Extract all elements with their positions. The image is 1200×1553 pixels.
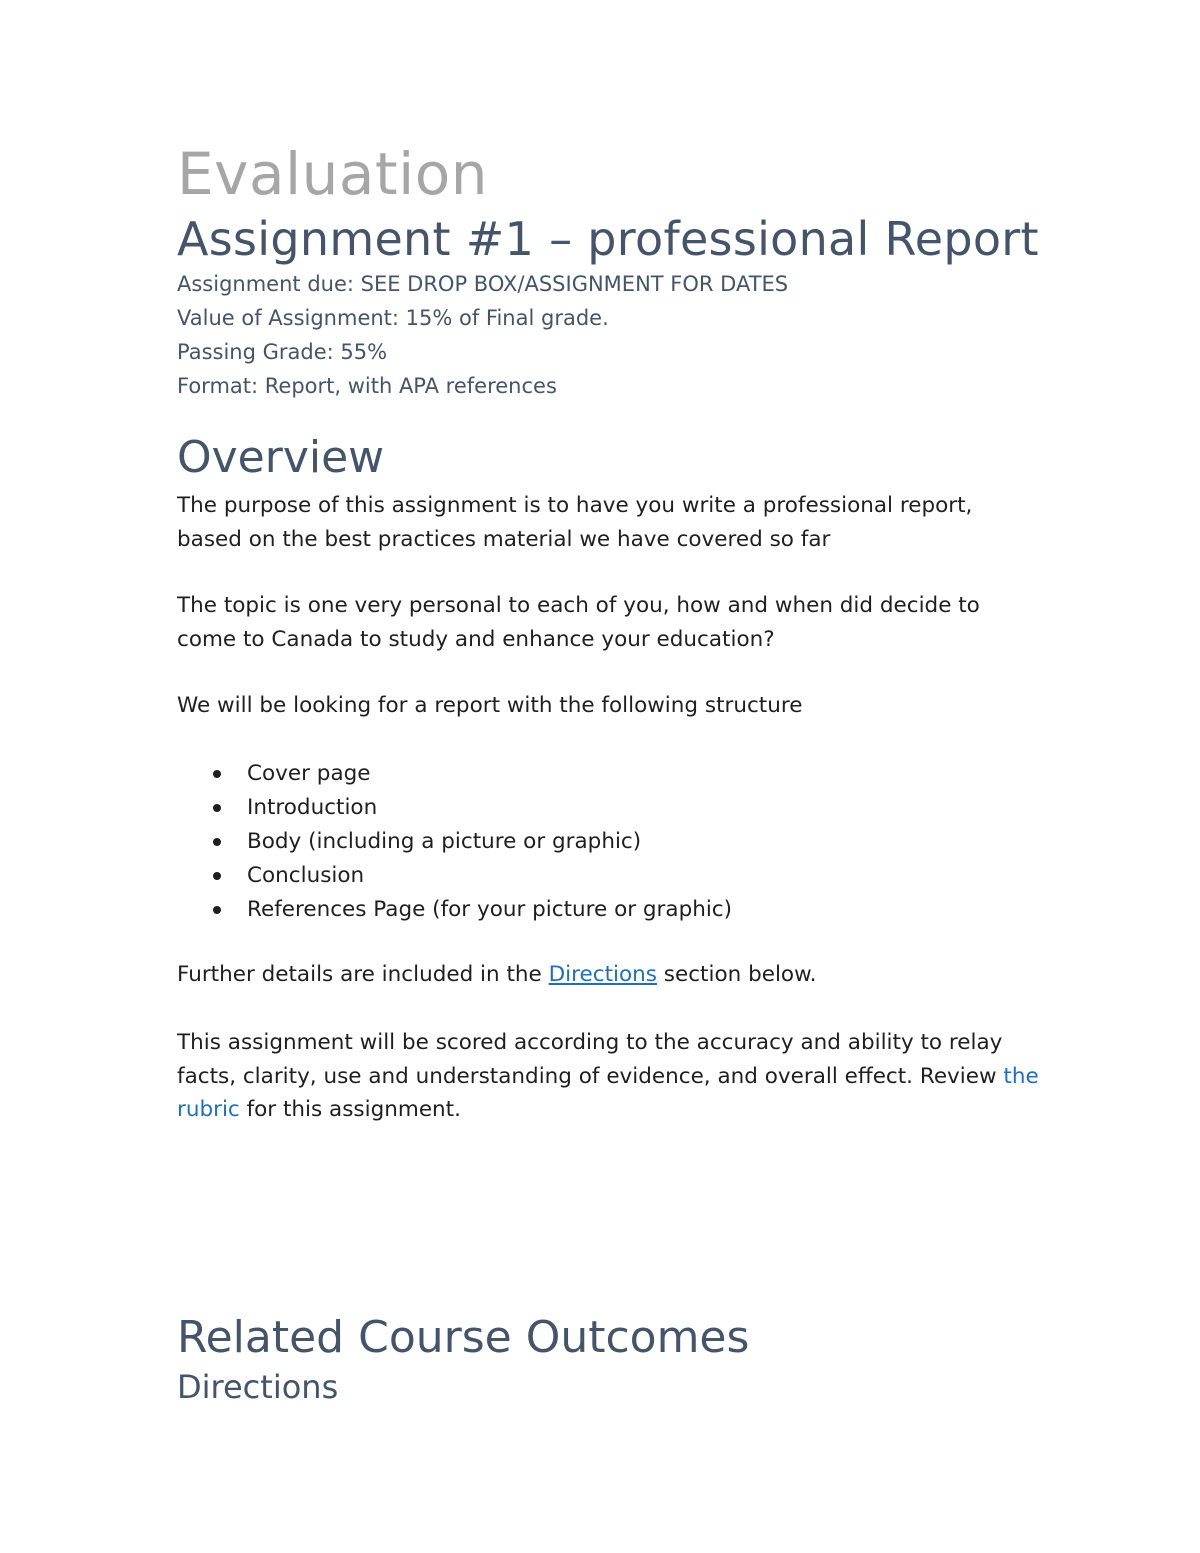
list-item [177,825,732,859]
scoring-line2-text: facts, clarity, use and understanding of evidence, and overall effect. Review [177,1064,1004,1089]
list-item [177,791,732,825]
scoring-line3 [177,1093,461,1127]
list-item-label: Cover page [247,761,371,786]
list-item-label: Conclusion [247,863,365,888]
further-prefix: Further details are included in the [177,962,549,987]
meta-format: Format: Report, with APA references [177,374,557,398]
scoring-line3-text: for this assignment. [239,1097,461,1122]
meta-due: Assignment due: SEE DROP BOX/ASSIGNMENT FOR DATES [177,272,789,296]
overview-para1-line1: The purpose of this assignment is to have you write a professional report, [177,493,973,518]
directions-heading: Directions [177,1368,339,1406]
list-item [177,893,732,927]
related-outcomes-heading: Related Course Outcomes [177,1312,750,1363]
list-item-label: References Page (for your picture or graphic) [247,897,733,922]
further-suffix: section below. [656,962,817,987]
scoring-line2 [177,1060,1039,1094]
overview-heading: Overview [177,432,385,483]
bullet-icon [213,872,221,880]
bullet-icon [213,804,221,812]
list-item-label: Body (including a picture or graphic) [247,829,642,854]
bullet-icon [213,770,221,778]
rubric-link-part1[interactable]: the [1003,1064,1039,1089]
overview-para2-line1: The topic is one very personal to each of you, how and when did decide to [177,593,980,618]
document-title: Evaluation [177,140,489,208]
meta-value: Value of Assignment: 15% of Final grade. [177,306,609,330]
meta-passing: Passing Grade: 55% [177,340,388,364]
rubric-link-part2[interactable]: rubric [177,1097,240,1122]
overview-para2-line2: come to Canada to study and enhance your education? [177,627,775,652]
list-item [177,757,732,791]
overview-para1-line2: based on the best practices material we have covered so far [177,527,831,552]
scoring-line1: This assignment will be scored according to the accuracy and ability to relay [177,1030,1003,1055]
directions-link[interactable]: Directions [548,962,657,987]
list-item-label: Introduction [247,795,378,820]
bullet-icon [213,906,221,914]
further-details [177,958,817,992]
structure-list [177,757,732,927]
overview-para3: We will be looking for a report with the following structure [177,693,803,718]
assignment-heading: Assignment #1 – professional Report [177,212,1039,266]
list-item [177,859,732,893]
bullet-icon [213,838,221,846]
